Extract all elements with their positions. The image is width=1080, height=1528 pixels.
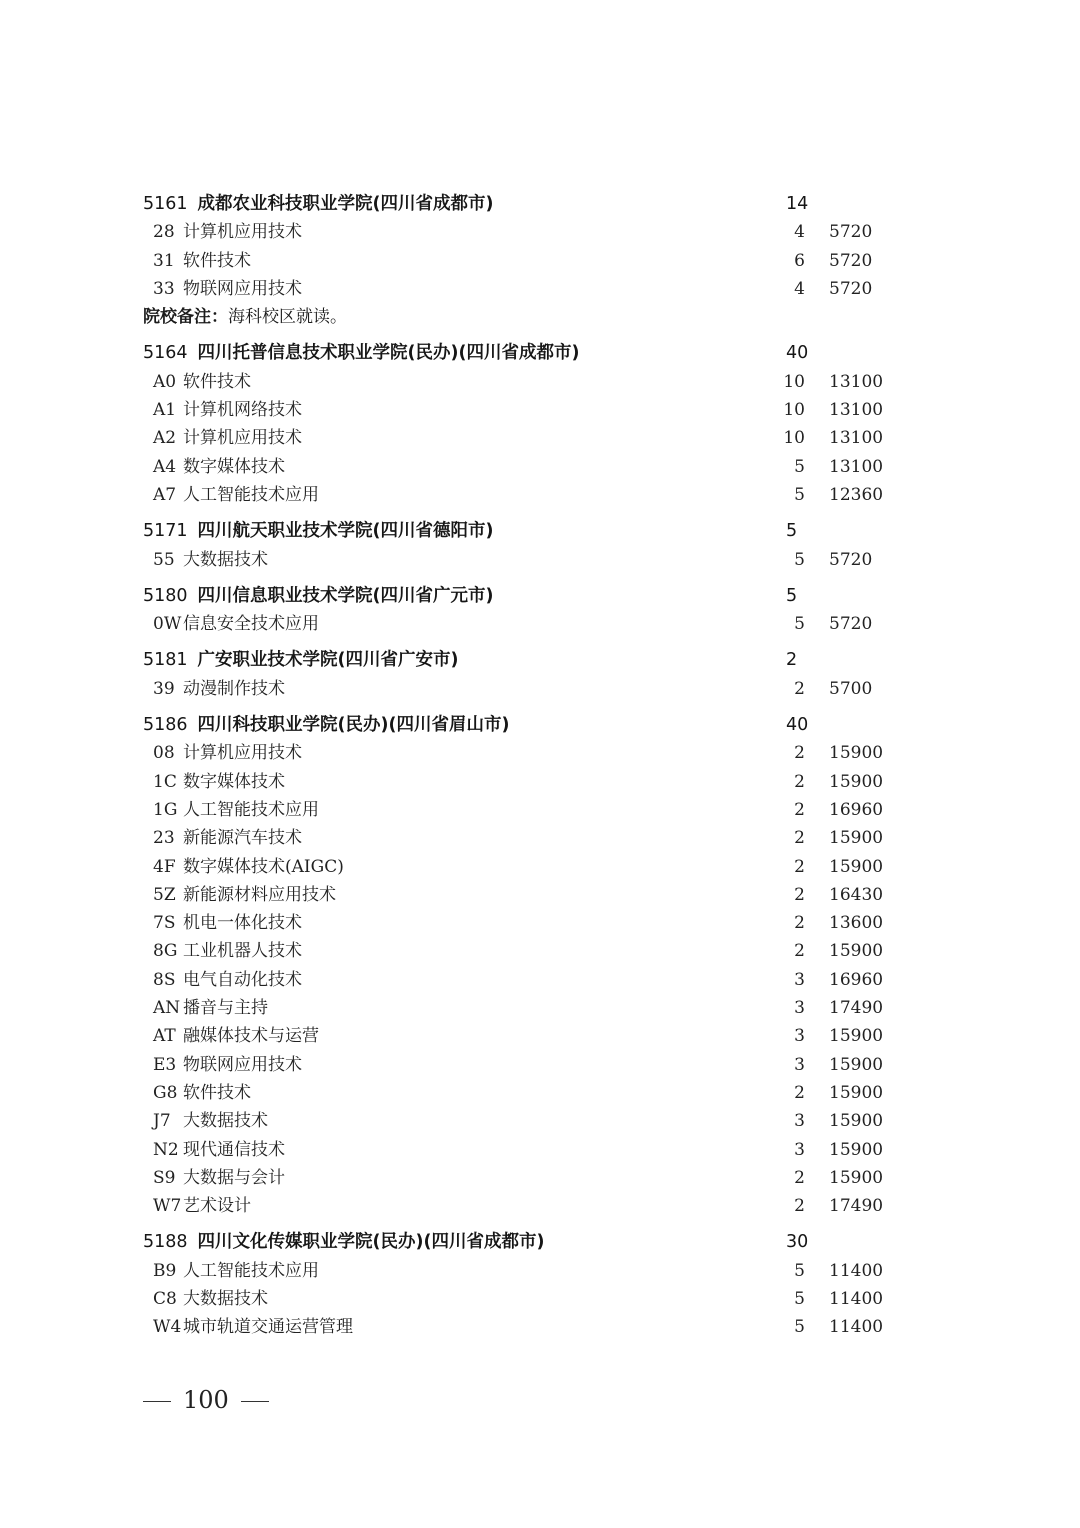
major-plan-count: 2 xyxy=(794,799,805,820)
major-plan-count: 2 xyxy=(794,771,805,792)
major-tuition-fee: 15900 xyxy=(829,1111,884,1132)
major-plan-count: 10 xyxy=(783,428,805,449)
major-tuition-fee: 15900 xyxy=(829,1167,884,1188)
major-code: 1G xyxy=(153,799,178,820)
major-row xyxy=(143,218,903,246)
major-plan-count: 2 xyxy=(794,941,805,962)
major-name: 物联网应用技术 xyxy=(183,278,302,299)
major-code: 8G xyxy=(153,941,178,962)
major-plan-count: 5 xyxy=(794,456,805,477)
major-name: 大数据技术 xyxy=(183,1288,268,1309)
major-tuition-fee: 11400 xyxy=(829,1288,884,1309)
major-tuition-fee: 16960 xyxy=(829,969,884,990)
major-code: AN xyxy=(153,998,181,1019)
major-name: 计算机网络技术 xyxy=(183,400,302,421)
major-plan-count: 5 xyxy=(794,549,805,570)
school-name: 四川信息职业技术学院(四川省广元市) xyxy=(197,585,494,606)
major-code: 28 xyxy=(153,222,175,243)
school-block xyxy=(143,190,903,331)
school-total-plan: 5 xyxy=(786,585,798,606)
major-tuition-fee: 5720 xyxy=(829,222,873,243)
major-row xyxy=(143,481,903,509)
major-tuition-fee: 15900 xyxy=(829,1026,884,1047)
major-plan-count: 3 xyxy=(794,1054,805,1075)
major-name: 计算机应用技术 xyxy=(183,222,302,243)
major-plan-count: 2 xyxy=(794,884,805,905)
school-code: 5180 xyxy=(143,585,188,606)
school-name: 广安职业技术学院(四川省广安市) xyxy=(197,650,459,671)
major-name: 新能源材料应用技术 xyxy=(183,884,336,905)
major-name: 播音与主持 xyxy=(183,998,268,1019)
major-plan-count: 2 xyxy=(794,743,805,764)
major-plan-count: 5 xyxy=(794,614,805,635)
major-row xyxy=(143,368,903,396)
major-row xyxy=(143,824,903,852)
major-plan-count: 3 xyxy=(794,969,805,990)
major-tuition-fee: 13100 xyxy=(829,371,884,392)
major-name: 新能源汽车技术 xyxy=(183,828,302,849)
major-plan-count: 5 xyxy=(794,1288,805,1309)
school-code: 5186 xyxy=(143,715,188,736)
school-name: 四川托普信息技术职业学院(民办)(四川省成都市) xyxy=(197,343,580,364)
school-name: 成都农业科技职业学院(四川省成都市) xyxy=(197,194,494,214)
major-plan-count: 5 xyxy=(794,1260,805,1281)
major-name: 软件技术 xyxy=(183,250,251,271)
major-tuition-fee: 5720 xyxy=(829,278,873,299)
major-code: 23 xyxy=(153,828,175,849)
major-plan-count: 3 xyxy=(794,998,805,1019)
school-name: 四川科技职业学院(民办)(四川省眉山市) xyxy=(197,715,510,736)
major-plan-count: 2 xyxy=(794,856,805,877)
major-code: W7 xyxy=(153,1196,182,1217)
major-tuition-fee: 15900 xyxy=(829,941,884,962)
major-tuition-fee: 15900 xyxy=(829,743,884,764)
major-code: 39 xyxy=(153,678,175,699)
major-plan-count: 10 xyxy=(783,400,805,421)
major-code: AT xyxy=(153,1026,176,1047)
school-code: 5171 xyxy=(143,521,188,542)
major-code: A1 xyxy=(153,400,177,421)
major-name: 工业机器人技术 xyxy=(183,941,302,962)
school-note-label: 院校备注： xyxy=(143,307,228,328)
footer-dash-right xyxy=(241,1401,269,1403)
major-code: 31 xyxy=(153,250,175,271)
major-name: 人工智能技术应用 xyxy=(183,484,319,505)
major-row xyxy=(143,739,903,767)
major-code: 55 xyxy=(153,549,175,570)
school-code: 5181 xyxy=(143,650,188,671)
school-code: 5161 xyxy=(143,194,188,214)
major-plan-count: 6 xyxy=(794,250,805,271)
major-tuition-fee: 16430 xyxy=(829,884,884,905)
major-row xyxy=(143,1285,903,1313)
major-tuition-fee: 11400 xyxy=(829,1317,884,1338)
major-plan-count: 4 xyxy=(794,222,805,243)
major-row xyxy=(143,853,903,881)
major-tuition-fee: 5700 xyxy=(829,678,873,699)
major-tuition-fee: 5720 xyxy=(829,614,873,635)
school-header xyxy=(143,339,903,367)
major-code: 0W xyxy=(153,614,182,635)
major-row xyxy=(143,424,903,452)
major-tuition-fee: 13100 xyxy=(829,456,884,477)
major-code: 8S xyxy=(153,969,176,990)
school-name: 四川航天职业技术学院(四川省德阳市) xyxy=(197,521,494,542)
major-row xyxy=(143,768,903,796)
school-block xyxy=(143,339,903,509)
school-code: 5164 xyxy=(143,343,188,364)
major-row xyxy=(143,1022,903,1050)
major-tuition-fee: 13100 xyxy=(829,428,884,449)
major-tuition-fee: 5720 xyxy=(829,250,873,271)
major-name: 动漫制作技术 xyxy=(183,678,285,699)
major-tuition-fee: 13100 xyxy=(829,400,884,421)
major-row xyxy=(143,546,903,574)
major-row xyxy=(143,1079,903,1107)
page-number: 100 xyxy=(183,1386,229,1414)
school-code: 5188 xyxy=(143,1232,188,1253)
major-name: 数字媒体技术 xyxy=(183,456,285,477)
school-total-plan: 30 xyxy=(786,1232,809,1253)
major-row xyxy=(143,909,903,937)
major-row xyxy=(143,796,903,824)
major-row xyxy=(143,1313,903,1341)
school-total-plan: 40 xyxy=(786,343,809,364)
major-name: 软件技术 xyxy=(183,1082,251,1103)
school-header xyxy=(143,582,903,610)
major-plan-count: 5 xyxy=(794,1317,805,1338)
major-code: E3 xyxy=(153,1054,177,1075)
major-row xyxy=(143,396,903,424)
major-row xyxy=(143,881,903,909)
major-code: J7 xyxy=(153,1111,171,1132)
major-name: 机电一体化技术 xyxy=(183,913,302,934)
school-total-plan: 14 xyxy=(786,194,809,214)
major-name: 现代通信技术 xyxy=(183,1139,285,1160)
major-tuition-fee: 17490 xyxy=(829,998,884,1019)
major-name: 软件技术 xyxy=(183,371,251,392)
major-row xyxy=(143,1136,903,1164)
major-tuition-fee: 5720 xyxy=(829,549,873,570)
major-plan-count: 2 xyxy=(794,828,805,849)
major-code: A7 xyxy=(153,484,177,505)
major-row xyxy=(143,247,903,275)
admission-plan-list xyxy=(143,190,903,1350)
major-plan-count: 3 xyxy=(794,1026,805,1047)
major-name: 城市轨道交通运营管理 xyxy=(183,1317,353,1338)
major-code: S9 xyxy=(153,1167,176,1188)
school-header xyxy=(143,517,903,545)
major-code: G8 xyxy=(153,1082,178,1103)
major-tuition-fee: 15900 xyxy=(829,771,884,792)
major-name: 人工智能技术应用 xyxy=(183,799,319,820)
page-footer xyxy=(143,1380,269,1420)
major-tuition-fee: 15900 xyxy=(829,828,884,849)
major-plan-count: 2 xyxy=(794,1196,805,1217)
major-name: 融媒体技术与运营 xyxy=(183,1026,319,1047)
major-tuition-fee: 17490 xyxy=(829,1196,884,1217)
major-tuition-fee: 15900 xyxy=(829,1082,884,1103)
major-tuition-fee: 11400 xyxy=(829,1260,884,1281)
school-header xyxy=(143,646,903,674)
major-plan-count: 3 xyxy=(794,1111,805,1132)
school-total-plan: 5 xyxy=(786,521,798,542)
footer-dash-left xyxy=(143,1401,171,1403)
school-name: 四川文化传媒职业学院(民办)(四川省成都市) xyxy=(197,1232,545,1253)
major-name: 信息安全技术应用 xyxy=(183,614,319,635)
school-header xyxy=(143,711,903,739)
major-row xyxy=(143,275,903,303)
major-name: 计算机应用技术 xyxy=(183,743,302,764)
school-block xyxy=(143,582,903,639)
major-code: 4F xyxy=(153,856,176,877)
school-block xyxy=(143,646,903,703)
major-code: 5Z xyxy=(153,884,176,905)
major-plan-count: 4 xyxy=(794,278,805,299)
major-name: 大数据与会计 xyxy=(183,1167,285,1188)
major-row xyxy=(143,937,903,965)
major-name: 艺术设计 xyxy=(183,1196,251,1217)
major-tuition-fee: 12360 xyxy=(829,484,884,505)
major-tuition-fee: 16960 xyxy=(829,799,884,820)
school-header xyxy=(143,190,903,218)
major-code: C8 xyxy=(153,1288,177,1309)
major-tuition-fee: 15900 xyxy=(829,856,884,877)
major-row xyxy=(143,453,903,481)
school-block xyxy=(143,1228,903,1341)
school-note-text: 海科校区就读。 xyxy=(228,307,347,328)
major-tuition-fee: 15900 xyxy=(829,1054,884,1075)
major-row xyxy=(143,994,903,1022)
major-row xyxy=(143,1107,903,1135)
major-plan-count: 2 xyxy=(794,913,805,934)
school-note xyxy=(143,303,903,331)
major-row xyxy=(143,675,903,703)
major-code: A2 xyxy=(153,428,177,449)
major-code: N2 xyxy=(153,1139,179,1160)
major-code: 33 xyxy=(153,278,175,299)
major-name: 数字媒体技术(AIGC) xyxy=(183,856,344,877)
major-row xyxy=(143,1164,903,1192)
major-row xyxy=(143,610,903,638)
major-plan-count: 2 xyxy=(794,1167,805,1188)
major-row xyxy=(143,1192,903,1220)
major-name: 计算机应用技术 xyxy=(183,428,302,449)
major-name: 大数据技术 xyxy=(183,1111,268,1132)
major-row xyxy=(143,1257,903,1285)
school-total-plan: 40 xyxy=(786,715,809,736)
major-tuition-fee: 13600 xyxy=(829,913,884,934)
major-code: 7S xyxy=(153,913,176,934)
major-plan-count: 10 xyxy=(783,371,805,392)
major-name: 大数据技术 xyxy=(183,549,268,570)
major-code: A4 xyxy=(153,456,177,477)
major-plan-count: 2 xyxy=(794,678,805,699)
school-block xyxy=(143,517,903,574)
major-code: 08 xyxy=(153,743,175,764)
major-code: W4 xyxy=(153,1317,182,1338)
major-row xyxy=(143,966,903,994)
major-plan-count: 3 xyxy=(794,1139,805,1160)
major-name: 电气自动化技术 xyxy=(183,969,302,990)
major-code: A0 xyxy=(153,371,177,392)
major-code: 1C xyxy=(153,771,177,792)
school-block xyxy=(143,711,903,1220)
major-name: 数字媒体技术 xyxy=(183,771,285,792)
school-header xyxy=(143,1228,903,1256)
major-tuition-fee: 15900 xyxy=(829,1139,884,1160)
major-plan-count: 2 xyxy=(794,1082,805,1103)
major-plan-count: 5 xyxy=(794,484,805,505)
major-name: 物联网应用技术 xyxy=(183,1054,302,1075)
major-code: B9 xyxy=(153,1260,177,1281)
school-total-plan: 2 xyxy=(786,650,798,671)
major-row xyxy=(143,1051,903,1079)
major-name: 人工智能技术应用 xyxy=(183,1260,319,1281)
